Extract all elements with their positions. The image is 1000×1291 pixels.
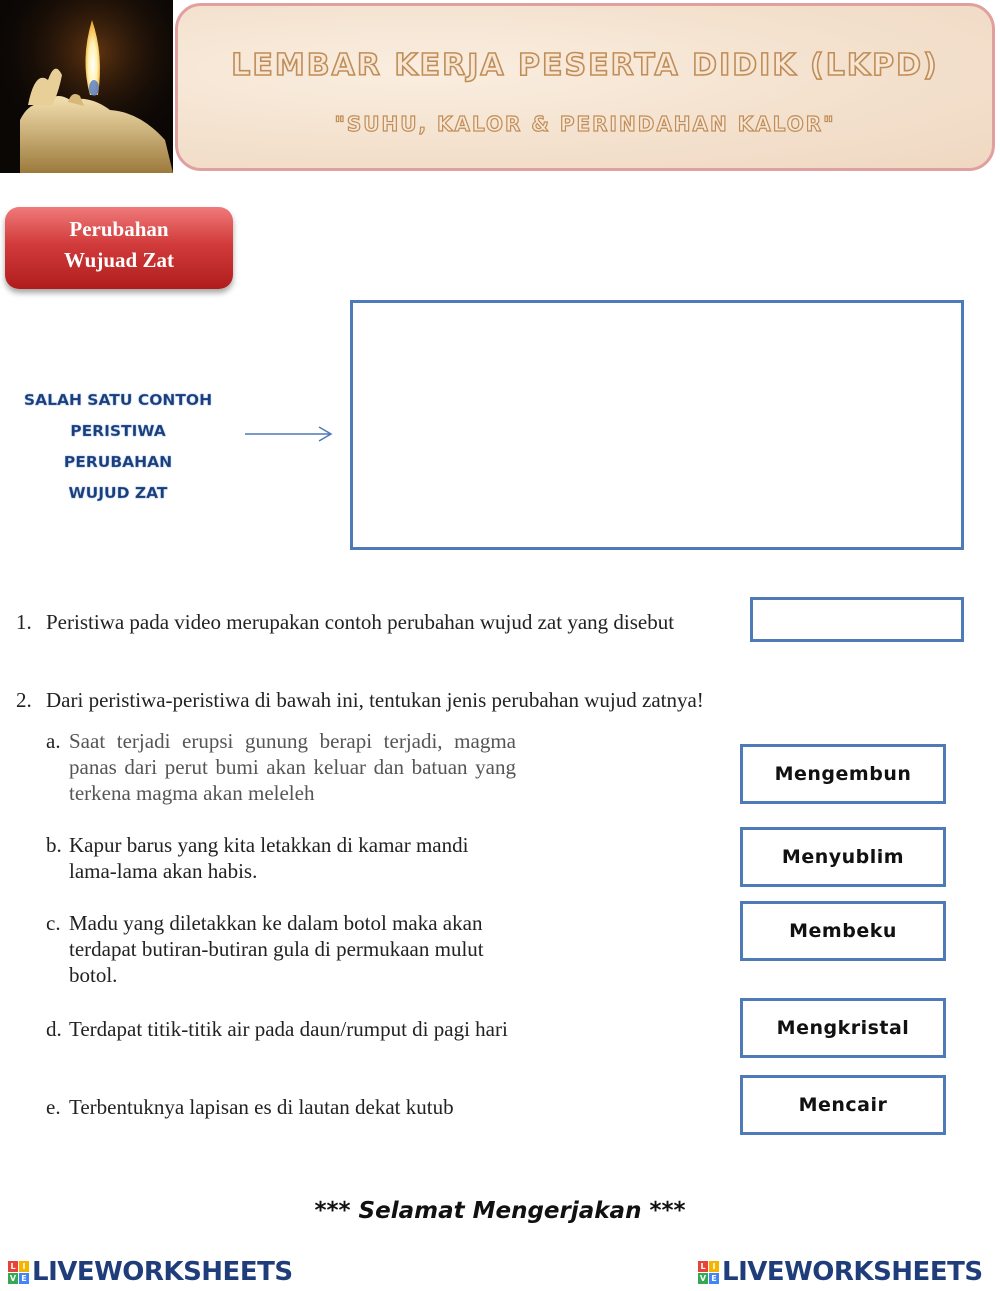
liveworksheets-logo-icon: L I V E [8, 1261, 29, 1284]
question-2-text: Dari peristiwa-peristiwa di bawah ini, tentukan jenis perubahan wujud zatnya! [46, 688, 704, 712]
example-label [18, 385, 218, 509]
header-title: LEMBAR KERJA PESERTA DIDIK (LKPD) [231, 48, 939, 83]
topic-badge [5, 207, 233, 289]
item-label: b. [46, 833, 62, 857]
question-1-answer-input[interactable] [750, 597, 964, 642]
example-label-line-3: WUJUD ZAT [68, 484, 168, 502]
question-2-number: 2. [16, 688, 32, 712]
option-mencair[interactable]: Mencair [740, 1075, 946, 1135]
item-a [46, 728, 516, 806]
brand-text: LIVEWORKSHEETS [722, 1257, 983, 1287]
liveworksheets-logo-icon: L I V E [698, 1261, 719, 1284]
item-d [46, 1016, 516, 1042]
item-c [46, 910, 516, 988]
question-1-number: 1. [16, 610, 32, 634]
brand-right [698, 1257, 983, 1287]
example-label-line-2: PERISTIWA PERUBAHAN [63, 422, 173, 471]
header-subtitle: "SUHU, KALOR & PERINDAHAN KALOR" [334, 112, 836, 136]
video-frame[interactable] [350, 300, 964, 550]
item-label: e. [46, 1095, 61, 1119]
brand-text: LIVEWORKSHEETS [32, 1257, 293, 1287]
item-e [46, 1094, 516, 1120]
topic-line-2: Wujuad Zat [64, 248, 174, 272]
brand-left [8, 1257, 293, 1287]
header-banner [175, 3, 995, 171]
item-text: Madu yang diletakkan ke dalam botol maka akan terdapat butiran-butiran gula di permukaan mulut botol. [69, 911, 484, 987]
item-text: Terbentuknya lapisan es di lautan dekat kutub [69, 1095, 454, 1119]
item-label: a. [46, 729, 61, 753]
candle-image [0, 0, 173, 173]
option-menyublim[interactable]: Menyublim [740, 827, 946, 887]
item-text: Terdapat titik-titik air pada daun/rumput di pagi hari [69, 1017, 508, 1041]
item-b [46, 832, 516, 884]
example-label-line-1: SALAH SATU CONTOH [23, 391, 213, 409]
item-text: Saat terjadi erupsi gunung berapi terjadi, magma panas dari perut bumi akan keluar dan batuan yang terkena magma akan meleleh [69, 729, 516, 805]
topic-line-1: Perubahan [69, 217, 169, 241]
option-membeku[interactable]: Membeku [740, 901, 946, 961]
question-1-text: Peristiwa pada video merupakan contoh perubahan wujud zat yang disebut [46, 610, 675, 634]
arrow-right-icon [243, 424, 335, 444]
item-label: c. [46, 911, 61, 935]
question-1 [16, 609, 32, 635]
option-mengembun[interactable]: Mengembun [740, 744, 946, 804]
item-text: Kapur barus yang kita letakkan di kamar mandi lama-lama akan habis. [69, 833, 469, 883]
option-mengkristal[interactable]: Mengkristal [740, 998, 946, 1058]
footer-message: *** Selamat Mengerjakan *** [314, 1198, 686, 1224]
item-label: d. [46, 1017, 62, 1041]
